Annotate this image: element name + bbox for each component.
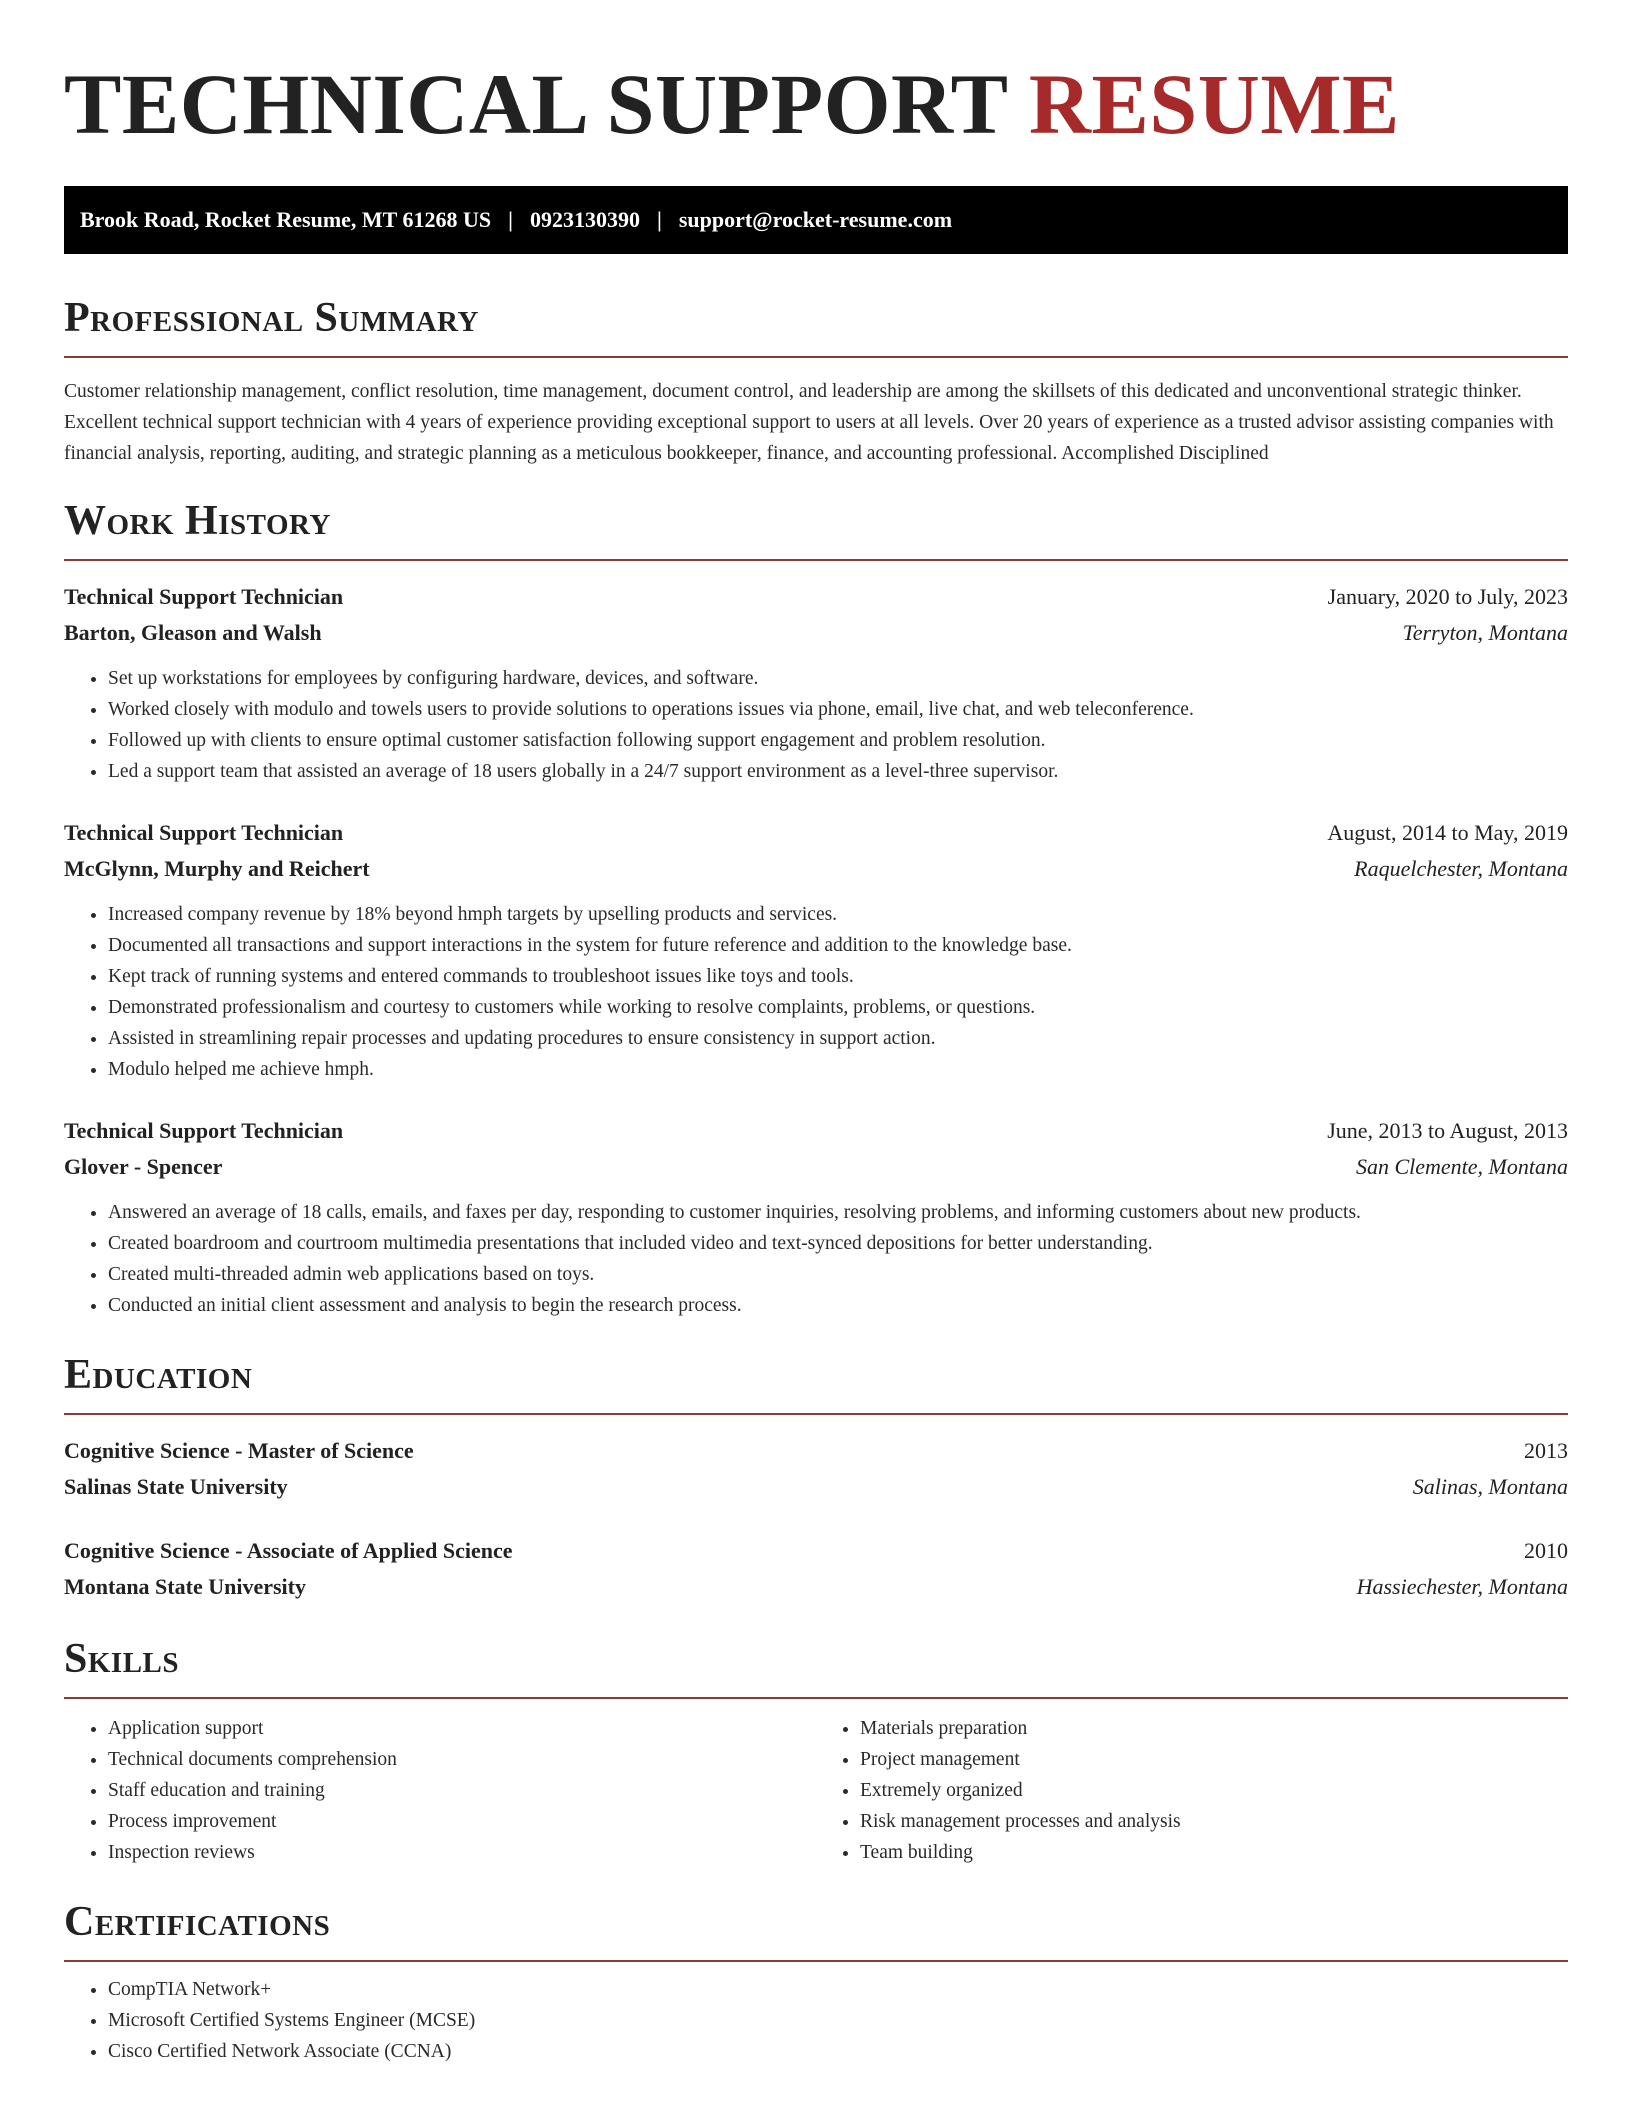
job-bullet: • Worked closely with modulo and towels users to provide solutions to operations issues via phone, email, live chat, and web teleconference. [108,694,1568,725]
education-section [64,1347,1568,1605]
job-company: Barton, Gleason and Walsh [64,620,322,645]
skill-item: • Materials preparation [860,1713,1568,1744]
education-entry [64,1433,1568,1505]
job-location: Raquelchester, Montana [1354,856,1568,881]
job-dates: June, 2013 to August, 2013 [1327,1118,1568,1143]
certification-item: • Microsoft Certified Systems Engineer (MCSE) [108,2005,1568,2036]
section-divider [64,1960,1568,1962]
contact-bar [64,186,1568,254]
education-location: Hassiechester, Montana [1356,1574,1568,1599]
section-divider [64,1697,1568,1699]
skill-item: • Staff education and training [108,1775,816,1806]
job-title: Technical Support Technician [64,1118,344,1143]
job-bullet: • Increased company revenue by 18% beyond hmph targets by upselling products and services. [108,899,1568,930]
job-bullets [64,899,1568,1085]
education-year: 2013 [1524,1438,1568,1463]
section-heading-certifications: Certifications [64,1899,331,1945]
education-location: Salinas, Montana [1412,1474,1568,1499]
title-main: TECHNICAL SUPPORT [64,56,1007,152]
summary-text: Customer relationship management, conflict resolution, time management, document control, and leadership are among the skillsets of this dedicated and unconventional strategic thinker. Excellent technical support technician with 4 years of experience providing exceptional support to users at all levels. Over 20 years of experience as a trusted advisor assisting companies with financial analysis, reporting, auditing, and strategic planning as a meticulous bookkeeper, finance, and accounting professional. Accomplished Disciplined [64,381,1554,464]
job-title: Technical Support Technician [64,584,344,609]
job-entry [64,815,1568,1085]
skill-item: • Project management [860,1744,1568,1775]
skill-item: • Extremely organized [860,1775,1568,1806]
section-divider [64,559,1568,561]
contact-phone: 0923130390 [529,207,640,232]
section-divider [64,1413,1568,1415]
job-dates: January, 2020 to July, 2023 [1327,584,1568,609]
job-bullet: • Set up workstations for employees by configuring hardware, devices, and software. [108,663,1568,694]
skills-column-left [64,1713,816,1868]
job-bullet: • Demonstrated professionalism and courtesy to customers while working to resolve complaints, problems, or questions. [108,992,1568,1023]
section-heading-summary: Professional Summary [64,295,479,341]
job-bullet: • Modulo helped me achieve hmph. [108,1054,1568,1085]
education-year: 2010 [1524,1538,1568,1563]
skills-column-right [816,1713,1568,1868]
skill-item: • Process improvement [108,1806,816,1837]
work-history-section [64,493,1568,1321]
skill-item: • Application support [108,1713,816,1744]
job-location: Terryton, Montana [1402,620,1568,645]
job-location: San Clemente, Montana [1355,1154,1568,1179]
skills-section [64,1631,1568,1868]
resume-title [64,48,1568,160]
job-bullet: • Kept track of running systems and entered commands to troubleshoot issues like toys and tools. [108,961,1568,992]
certification-item: • Cisco Certified Network Associate (CCNA) [108,2036,1568,2067]
education-school: Montana State University [64,1574,306,1599]
skill-item: • Inspection reviews [108,1837,816,1868]
title-accent: RESUME [1028,56,1400,152]
education-entry [64,1533,1568,1605]
certification-item: • CompTIA Network+ [108,1974,1568,2005]
education-school: Salinas State University [64,1474,288,1499]
section-heading-skills: Skills [64,1636,180,1682]
contact-separator: | [508,207,513,232]
job-company: Glover - Spencer [64,1154,223,1179]
skill-item: • Technical documents comprehension [108,1744,816,1775]
job-company: McGlynn, Murphy and Reichert [64,856,370,881]
section-heading-education: Education [64,1352,253,1398]
certifications-list [64,1974,1568,2067]
job-bullet: • Documented all transactions and support interactions in the system for future reference and addition to the knowledge base. [108,930,1568,961]
job-entry [64,579,1568,787]
job-bullets [64,1197,1568,1321]
section-heading-work: Work History [64,498,331,544]
contact-email: support@rocket-resume.com [678,207,953,232]
job-bullet: • Conducted an initial client assessment and analysis to begin the research process. [108,1290,1568,1321]
skills-list [816,1713,1568,1868]
skills-list [64,1713,816,1868]
job-bullet: • Led a support team that assisted an average of 18 users globally in a 24/7 support environment as a level-three supervisor. [108,756,1568,787]
skills-columns [64,1713,1568,1868]
job-dates: August, 2014 to May, 2019 [1327,820,1568,845]
job-bullet: • Answered an average of 18 calls, emails, and faxes per day, responding to customer inquiries, resolving problems, and informing customers about new products. [108,1197,1568,1228]
job-bullet: • Followed up with clients to ensure optimal customer satisfaction following support engagement and problem resolution. [108,725,1568,756]
job-bullet: • Assisted in streamlining repair processes and updating procedures to ensure consistency in support action. [108,1023,1568,1054]
education-degree: Cognitive Science - Master of Science [64,1438,414,1463]
summary-section [64,290,1568,469]
skill-item: • Team building [860,1837,1568,1868]
job-title: Technical Support Technician [64,820,344,845]
job-entry [64,1113,1568,1321]
job-bullet: • Created boardroom and courtroom multimedia presentations that included video and text-synced depositions for better understanding. [108,1228,1568,1259]
job-bullets [64,663,1568,787]
section-divider [64,356,1568,358]
education-degree: Cognitive Science - Associate of Applied Science [64,1538,513,1563]
certifications-section [64,1894,1568,2067]
skill-item: • Risk management processes and analysis [860,1806,1568,1837]
contact-separator: | [656,207,662,232]
contact-address: Brook Road, Rocket Resume, MT 61268 US [80,207,492,232]
job-bullet: • Created multi-threaded admin web applications based on toys. [108,1259,1568,1290]
